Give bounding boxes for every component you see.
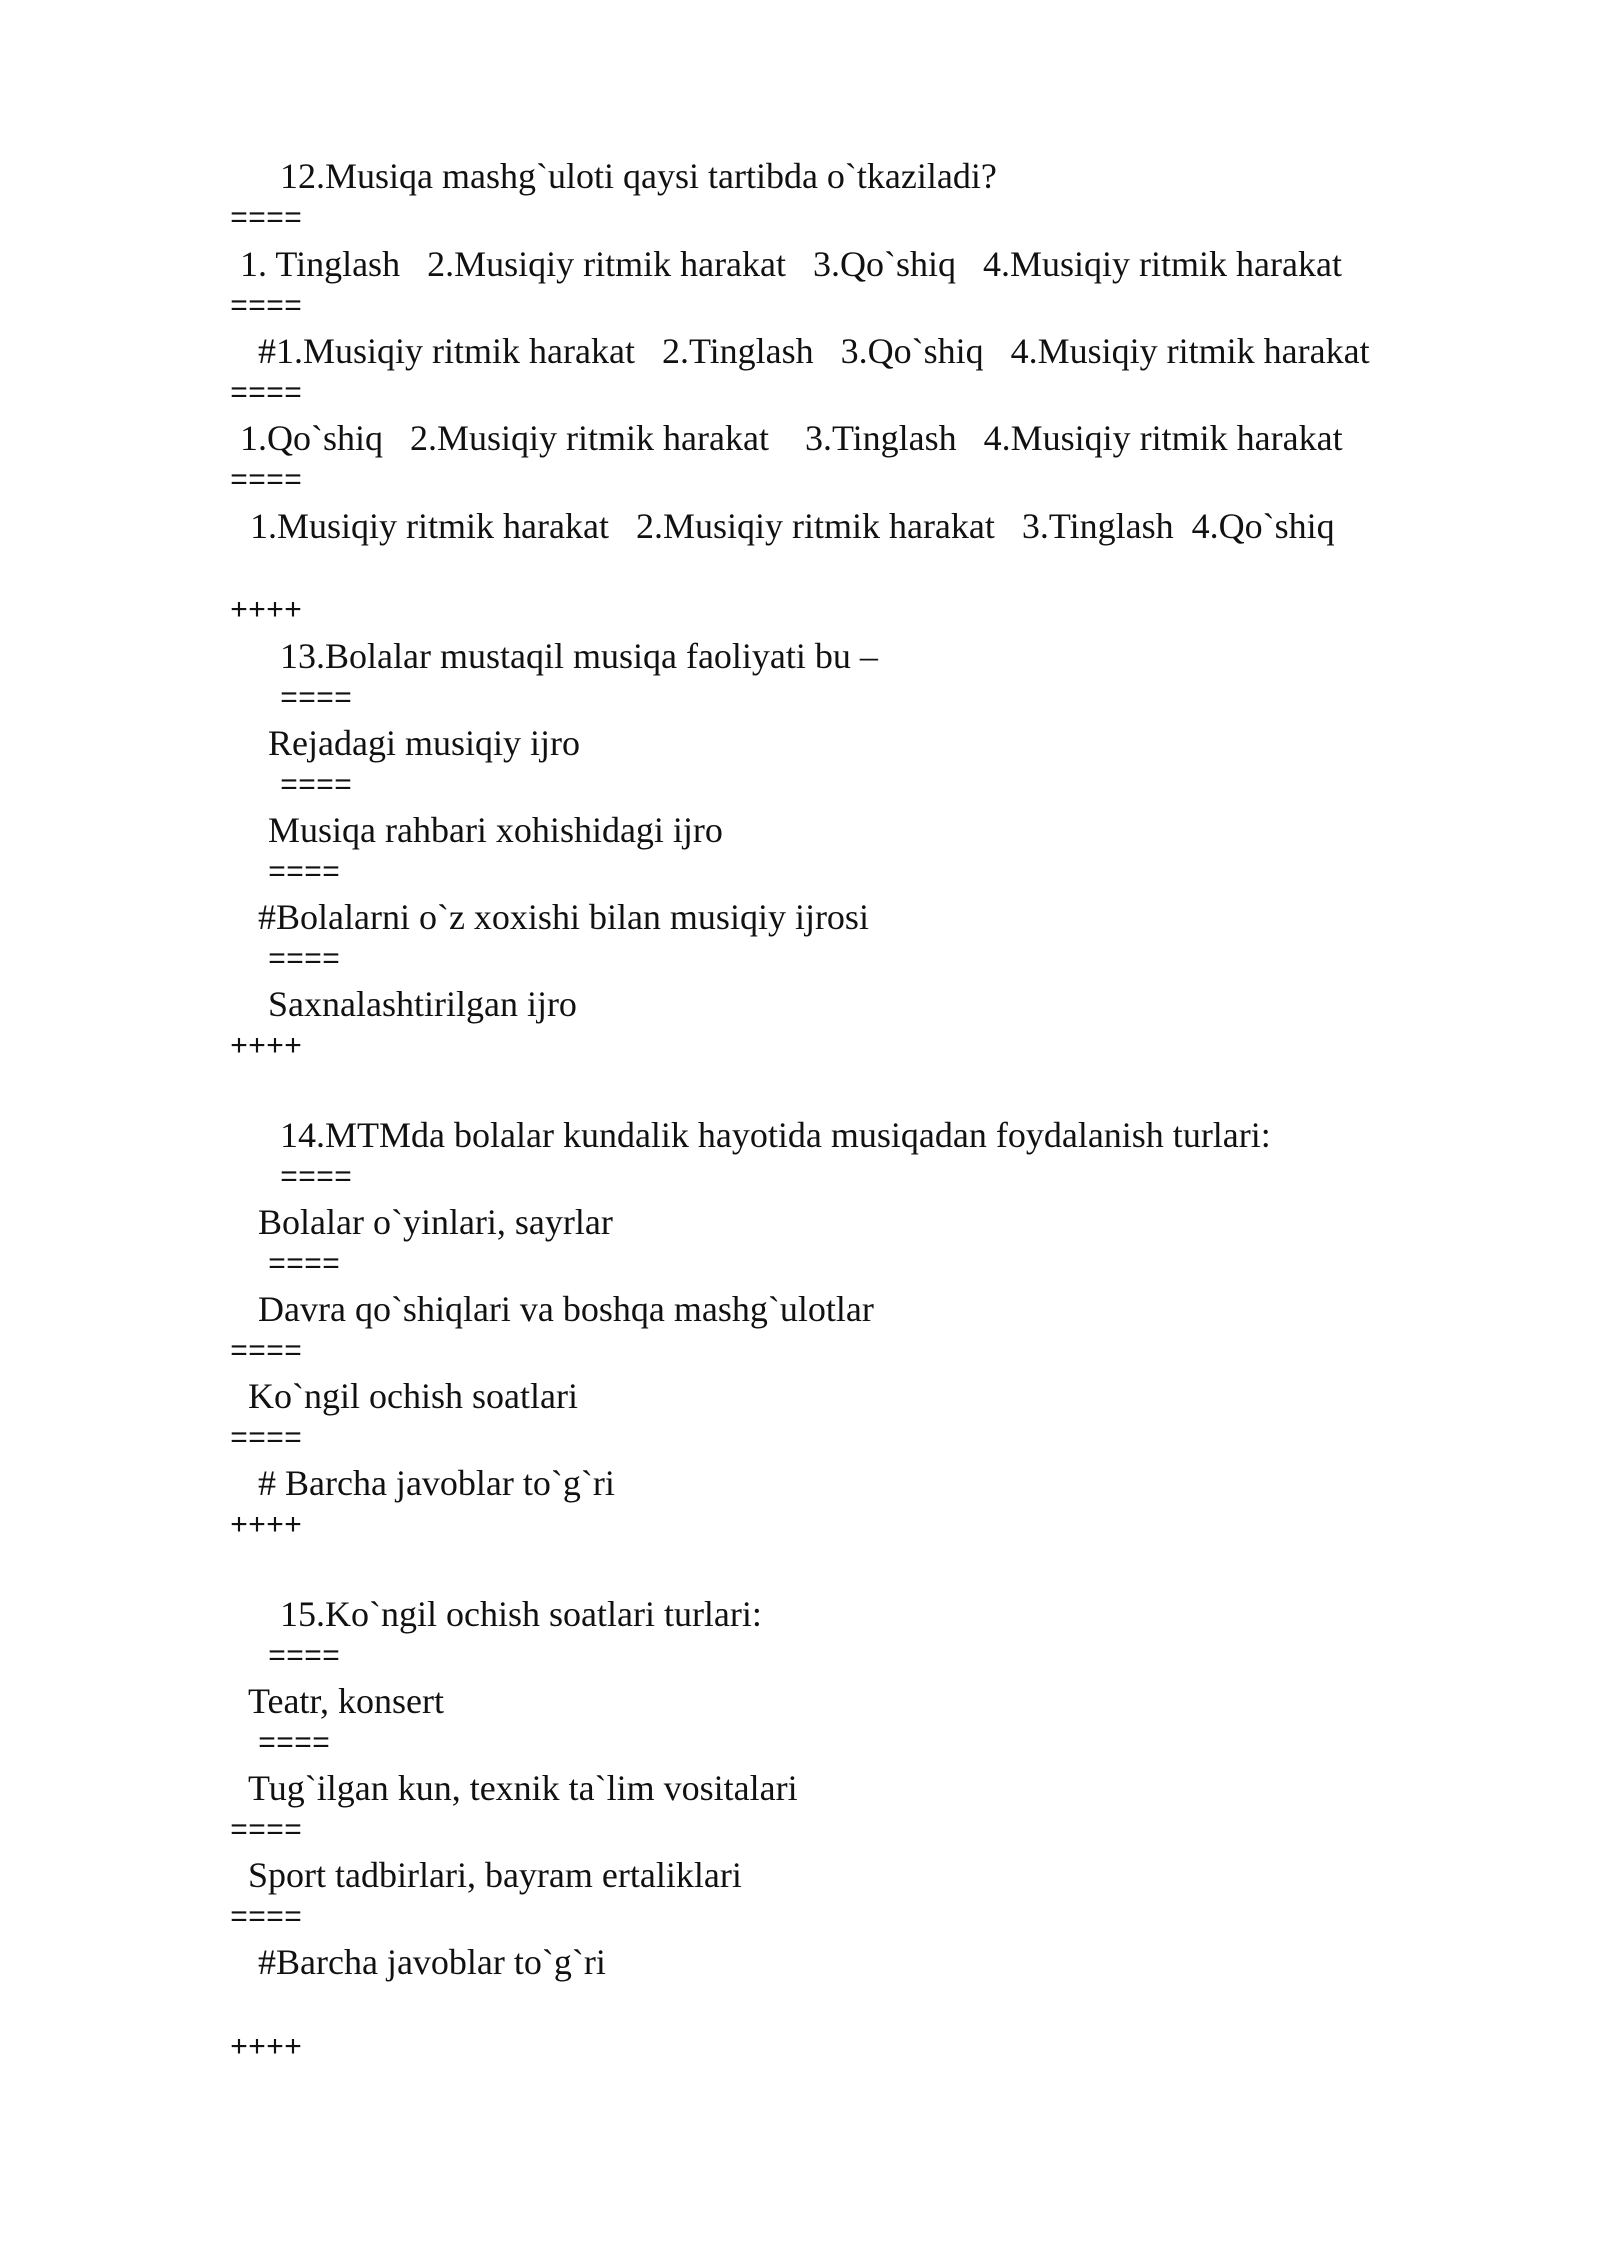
separator: ==== — [280, 683, 353, 717]
separator: ==== — [280, 770, 353, 804]
answer-option-correct: #Bolalarni o`z xoxishi bilan musiqiy ijrosi — [258, 897, 869, 937]
answer-option: Bolalar o`yinlari, sayrlar — [258, 1202, 613, 1242]
answer-option: Ko`ngil ochish soatlari — [248, 1376, 578, 1416]
question-13: 13.Bolalar mustaqil musiqa faoliyati bu – — [280, 636, 878, 676]
separator: ==== — [230, 378, 303, 412]
separator: ==== — [268, 857, 341, 891]
answer-option: Sport tadbirlari, bayram ertaliklari — [248, 1855, 742, 1895]
separator: ==== — [280, 1162, 353, 1196]
question-end-marker: ++++ — [230, 1031, 303, 1065]
answer-option: 1.Musiqiy ritmik harakat 2.Musiqiy ritmik harakat 3.Tinglash 4.Qo`shiq — [250, 506, 1335, 546]
question-end-marker: ++++ — [230, 2032, 303, 2066]
question-14: 14.MTMda bolalar kundalik hayotida musiqadan foydalanish turlari: — [280, 1115, 1271, 1155]
answer-option: Tug`ilgan kun, texnik ta`lim vositalari — [248, 1768, 798, 1808]
answer-option: Musiqa rahbari xohishidagi ijro — [268, 810, 723, 850]
answer-option: 1.Qo`shiq 2.Musiqiy ritmik harakat 3.Tinglash 4.Musiqiy ritmik harakat — [240, 418, 1343, 458]
answer-option: Davra qo`shiqlari va boshqa mashg`ulotlar — [258, 1289, 874, 1329]
answer-option: 1. Tinglash 2.Musiqiy ritmik harakat 3.Qo`shiq 4.Musiqiy ritmik harakat — [240, 244, 1342, 284]
separator: ==== — [230, 203, 303, 237]
separator: ==== — [268, 1249, 341, 1283]
question-end-marker: ++++ — [230, 1510, 303, 1544]
separator: ==== — [268, 1641, 341, 1675]
separator: ==== — [230, 1423, 303, 1457]
separator: ==== — [230, 1336, 303, 1370]
answer-option: Saxnalashtirilgan ijro — [268, 984, 577, 1024]
separator: ==== — [258, 1728, 331, 1762]
answer-option-correct: #1.Musiqiy ritmik harakat 2.Tinglash 3.Qo`shiq 4.Musiqiy ritmik harakat — [258, 331, 1370, 371]
separator: ==== — [230, 465, 303, 499]
answer-option-correct: #Barcha javoblar to`g`ri — [258, 1942, 606, 1982]
answer-option-correct: # Barcha javoblar to`g`ri — [258, 1463, 615, 1503]
answer-option: Teatr, konsert — [248, 1681, 444, 1721]
question-end-marker: ++++ — [230, 595, 303, 629]
question-12: 12.Musiqa mashg`uloti qaysi tartibda o`tkaziladi? — [280, 156, 997, 196]
separator: ==== — [230, 1815, 303, 1849]
separator: ==== — [230, 1902, 303, 1936]
separator: ==== — [230, 291, 303, 325]
question-15: 15.Ko`ngil ochish soatlari turlari: — [280, 1594, 762, 1634]
answer-option: Rejadagi musiqiy ijro — [268, 723, 580, 763]
separator: ==== — [268, 944, 341, 978]
